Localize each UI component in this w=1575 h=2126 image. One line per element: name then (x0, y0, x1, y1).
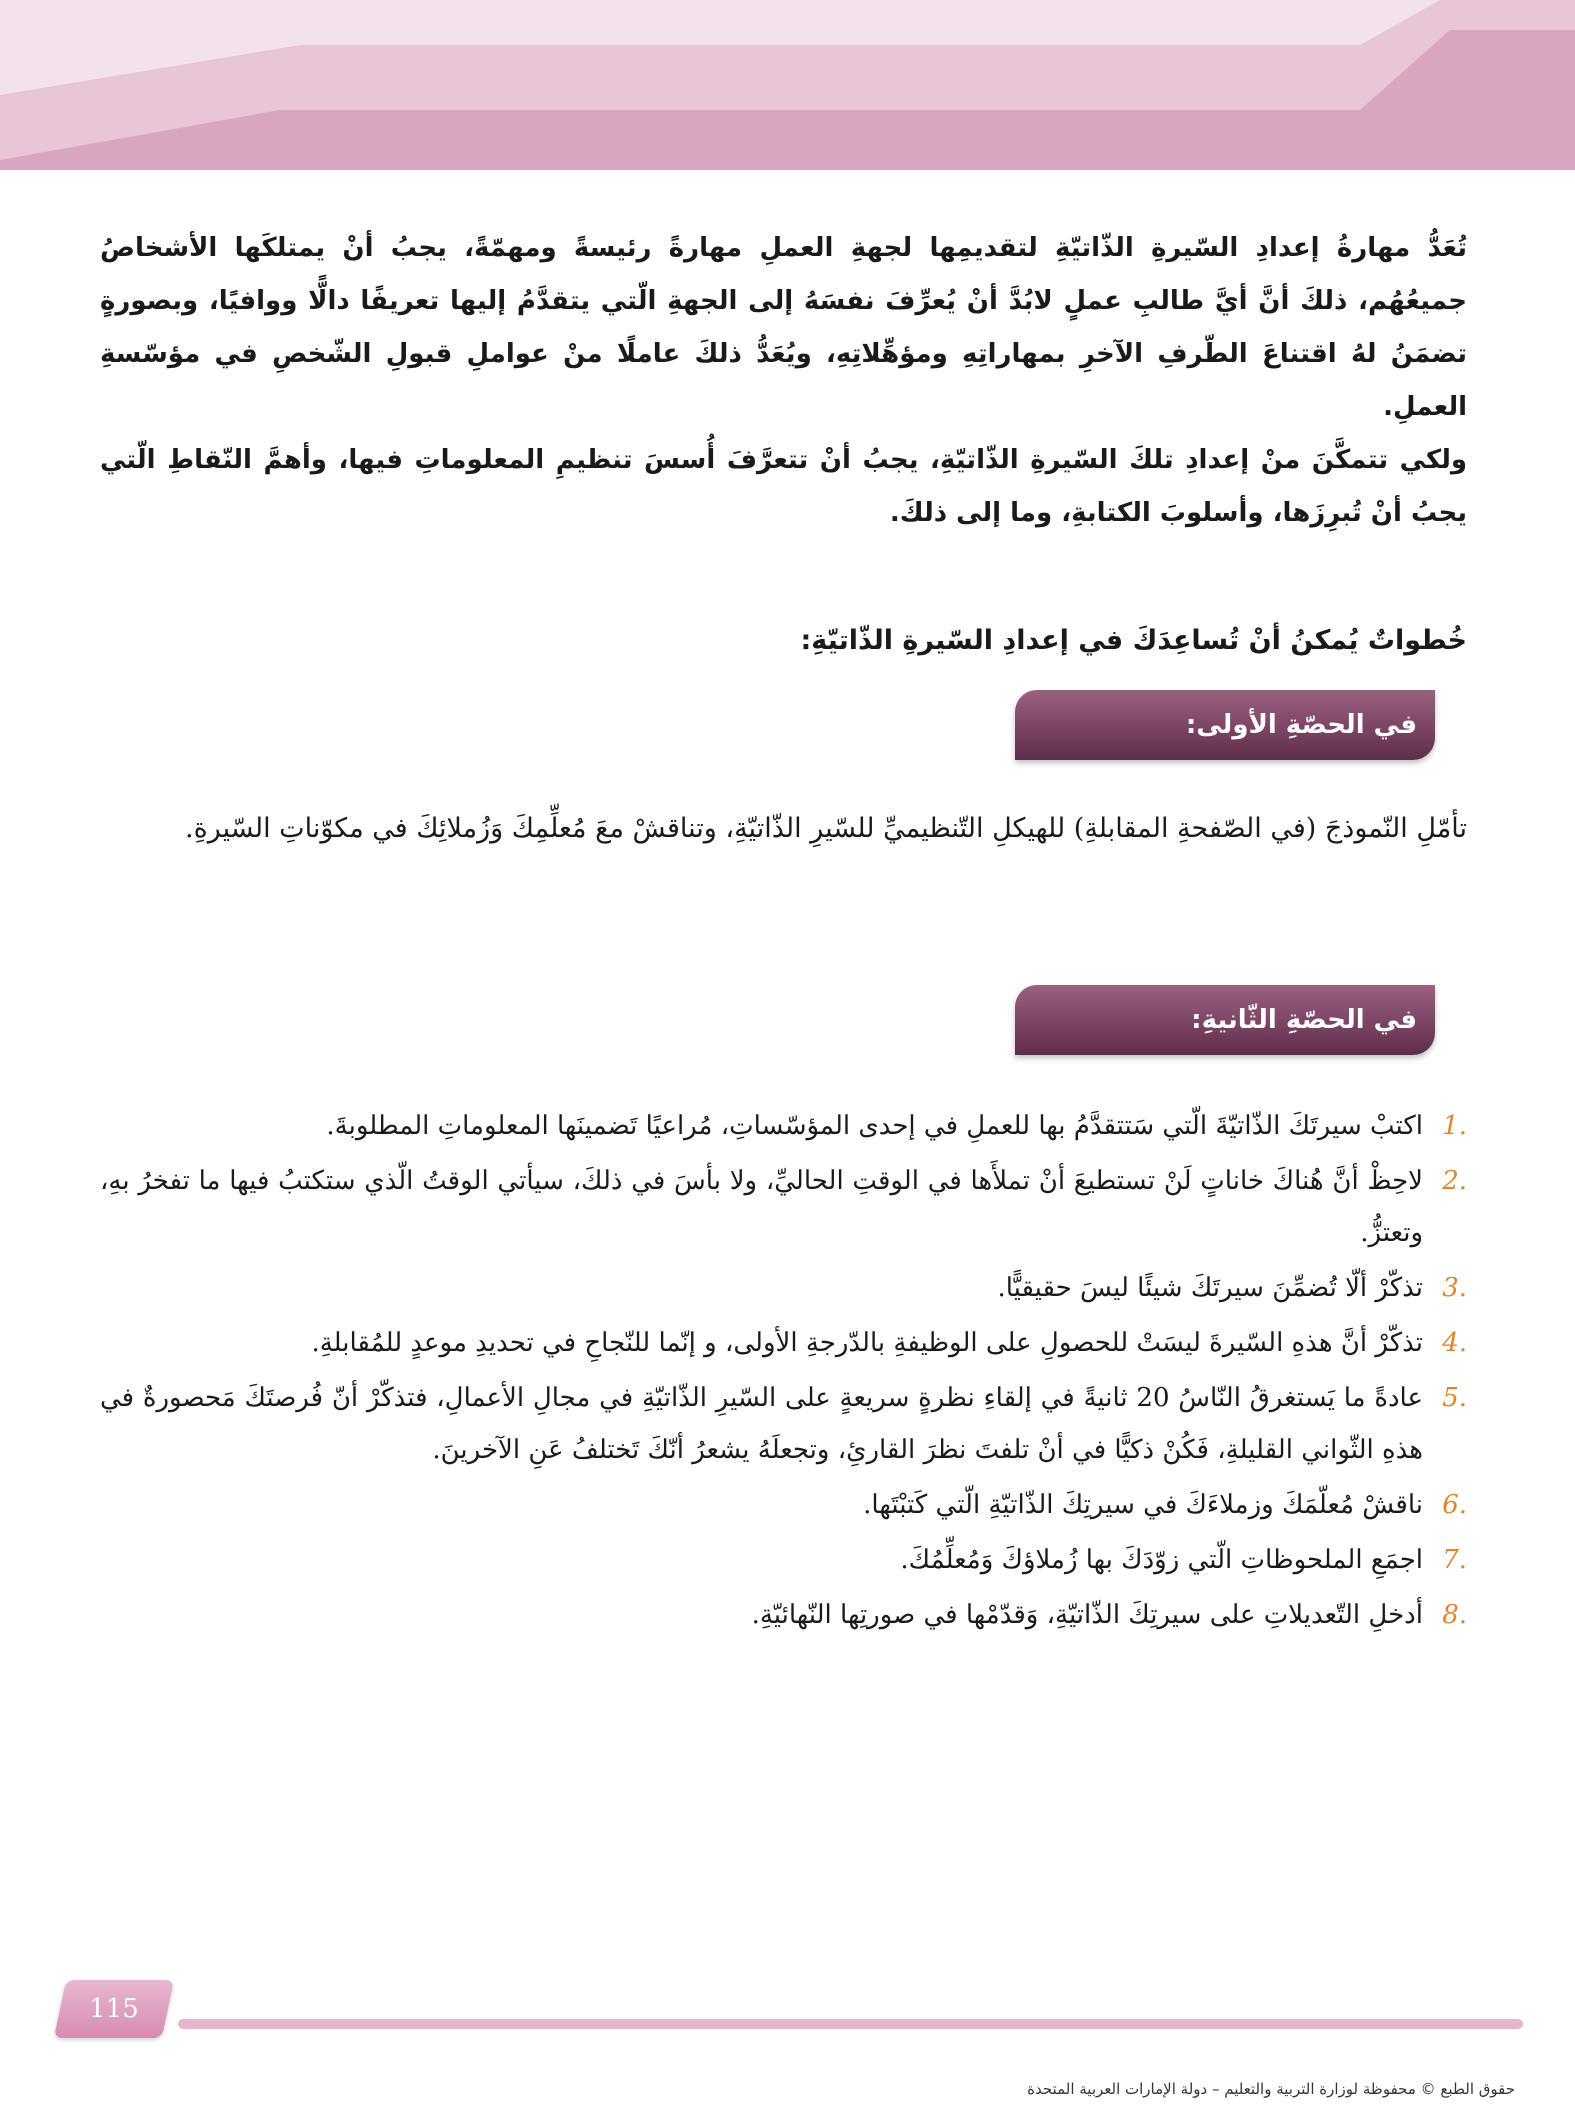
copyright-notice: حقوق الطبع © محفوظة لوزارة التربية والتعليم – دولة الإمارات العربية المتحدة (1027, 2080, 1515, 2098)
task-item (100, 1372, 1467, 1476)
task-text: اجمَعِ الملحوظاتِ الّتي زوّدَكَ بها زُملاؤكَ وَمُعلِّمُكَ. (900, 1545, 1423, 1575)
session-1-title-tab: في الحصّةِ الأولى: (1015, 690, 1435, 760)
footer-divider (178, 2019, 1523, 2029)
intro-text (100, 222, 1467, 540)
task-number: .6 (1442, 1490, 1467, 1520)
task-item (100, 1534, 1467, 1586)
session-2-task-list (100, 1100, 1467, 1644)
task-text: تذكّرْ أنَّ هذهِ السّيرةَ ليسَتْ للحصولِ على الوظيفةِ بالدّرجةِ الأولى، و إنّما للنّجاحِ في تحديدِ موعدٍ للمُقابلةِ. (311, 1328, 1423, 1358)
session-2-title-tab: في الحصّةِ الثّانيةِ: (1015, 985, 1435, 1055)
task-text: عادةً ما يَستغرقُ النّاسُ 20 ثانيةً في إلقاءِ نظرةٍ سريعةٍ على السّيرِ الذّاتيّةِ في مجالِ الأعمالِ، فتذكّرْ أنّ فُرصتَكَ مَحصورةٌ في هذهِ الثّواني القليلةِ، فَكُنْ ذكيًّا في أنْ تلفتَ نظرَ القارئِ، وتجعلَهُ يشعرُ أنّكَ تَختلفُ عَنِ الآخرينَ. (100, 1383, 1423, 1465)
task-number: .2 (1442, 1166, 1467, 1196)
steps-heading: خُطواتٌ يُمكنُ أنْ تُساعِدَكَ في إعدادِ السّيرةِ الذّاتيّةِ: (800, 625, 1467, 656)
task-text: ناقشْ مُعلّمَكَ وزملاءَكَ في سيرتِكَ الذّاتيّةِ الّتي كَتبْتَها. (863, 1490, 1423, 1520)
task-text: أدخلِ التّعديلاتِ على سيرتِكَ الذّاتيّةِ، وَقدّمْها في صورتِها النّهائيّةِ. (751, 1600, 1423, 1630)
task-number: .3 (1442, 1273, 1467, 1303)
header-band (0, 0, 1575, 170)
page-number: 115 (89, 1994, 139, 2024)
task-item (100, 1100, 1467, 1152)
task-text: تذكّرْ ألّا تُضمِّنَ سيرتَكَ شيئًا ليسَ حقيقيًّا. (997, 1273, 1423, 1303)
task-number: .5 (1442, 1383, 1467, 1413)
task-item (100, 1479, 1467, 1531)
session-1-text: تأمّلِ النّموذجَ (في الصّفحةِ المقابلةِ) للهيكلِ التّنظيميِّ للسّيرِ الذّاتيّةِ، وتناقشْ معَ مُعلِّمِكَ وَزُملائِكَ في مكوّناتِ السّيرةِ. (185, 813, 1467, 844)
task-number: .1 (1442, 1111, 1467, 1141)
intro-paragraph-1: تُعَدُّ مهارةُ إعدادِ السّيرةِ الذّاتيّةِ لتقديمِها لجهةِ العملِ مهارةً رئيسةً ومهمّةً، يجبُ أنْ يمتلكَها الأشخاصُ جميعُهُم، ذلكَ أنَّ أيَّ طالبِ عملٍ لابُدَّ أنْ يُعرِّفَ نفسَهُ إلى الجهةِ الّتي يتقدَّمُ إليها تعريفًا دالًّا ووافيًا، وبصورةٍ تضمَنُ لهُ اقتناعَ الطّرفِ الآخرِ بمهاراتِهِ ومؤهِّلاتِهِ، ويُعَدُّ ذلكَ عاملًا منْ عواملِ قبولِ الشّخصِ في مؤسّسةِ العملِ. (100, 233, 1467, 422)
task-text: اكتبْ سيرتَكَ الذّاتيّةَ الّتي سَتتقدَّمُ بها للعملِ في إحدى المؤسّساتِ، مُراعيًا تَضمينَها المعلوماتِ المطلوبةَ. (326, 1111, 1423, 1141)
task-item (100, 1589, 1467, 1641)
task-number: .4 (1442, 1328, 1467, 1358)
task-text: لاحِظْ أنَّ هُناكَ خاناتٍ لَنْ تستطيعَ أنْ تملأَها في الوقتِ الحاليِّ، ولا بأسَ في ذلكَ، سيأتي الوقتُ الّذي ستكتبُ فيها ما تفخرُ بهِ، وتعتزُّ. (100, 1166, 1423, 1248)
task-number: .7 (1442, 1545, 1467, 1575)
task-item (100, 1155, 1467, 1259)
task-number: .8 (1442, 1600, 1467, 1630)
header-band-graphic (0, 0, 1575, 170)
intro-paragraph-2: ولكي تتمكَّنَ منْ إعدادِ تلكَ السّيرةِ الذّاتيّةِ، يجبُ أنْ تتعرَّفَ أُسسَ تنظيمِ المعلوماتِ فيها، وأهمَّ النّقاطِ الّتي يجبُ أنْ تُبرِزَها، وأسلوبَ الكتابةِ، وما إلى ذلكَ. (100, 445, 1467, 528)
task-item (100, 1262, 1467, 1314)
task-item (100, 1317, 1467, 1369)
